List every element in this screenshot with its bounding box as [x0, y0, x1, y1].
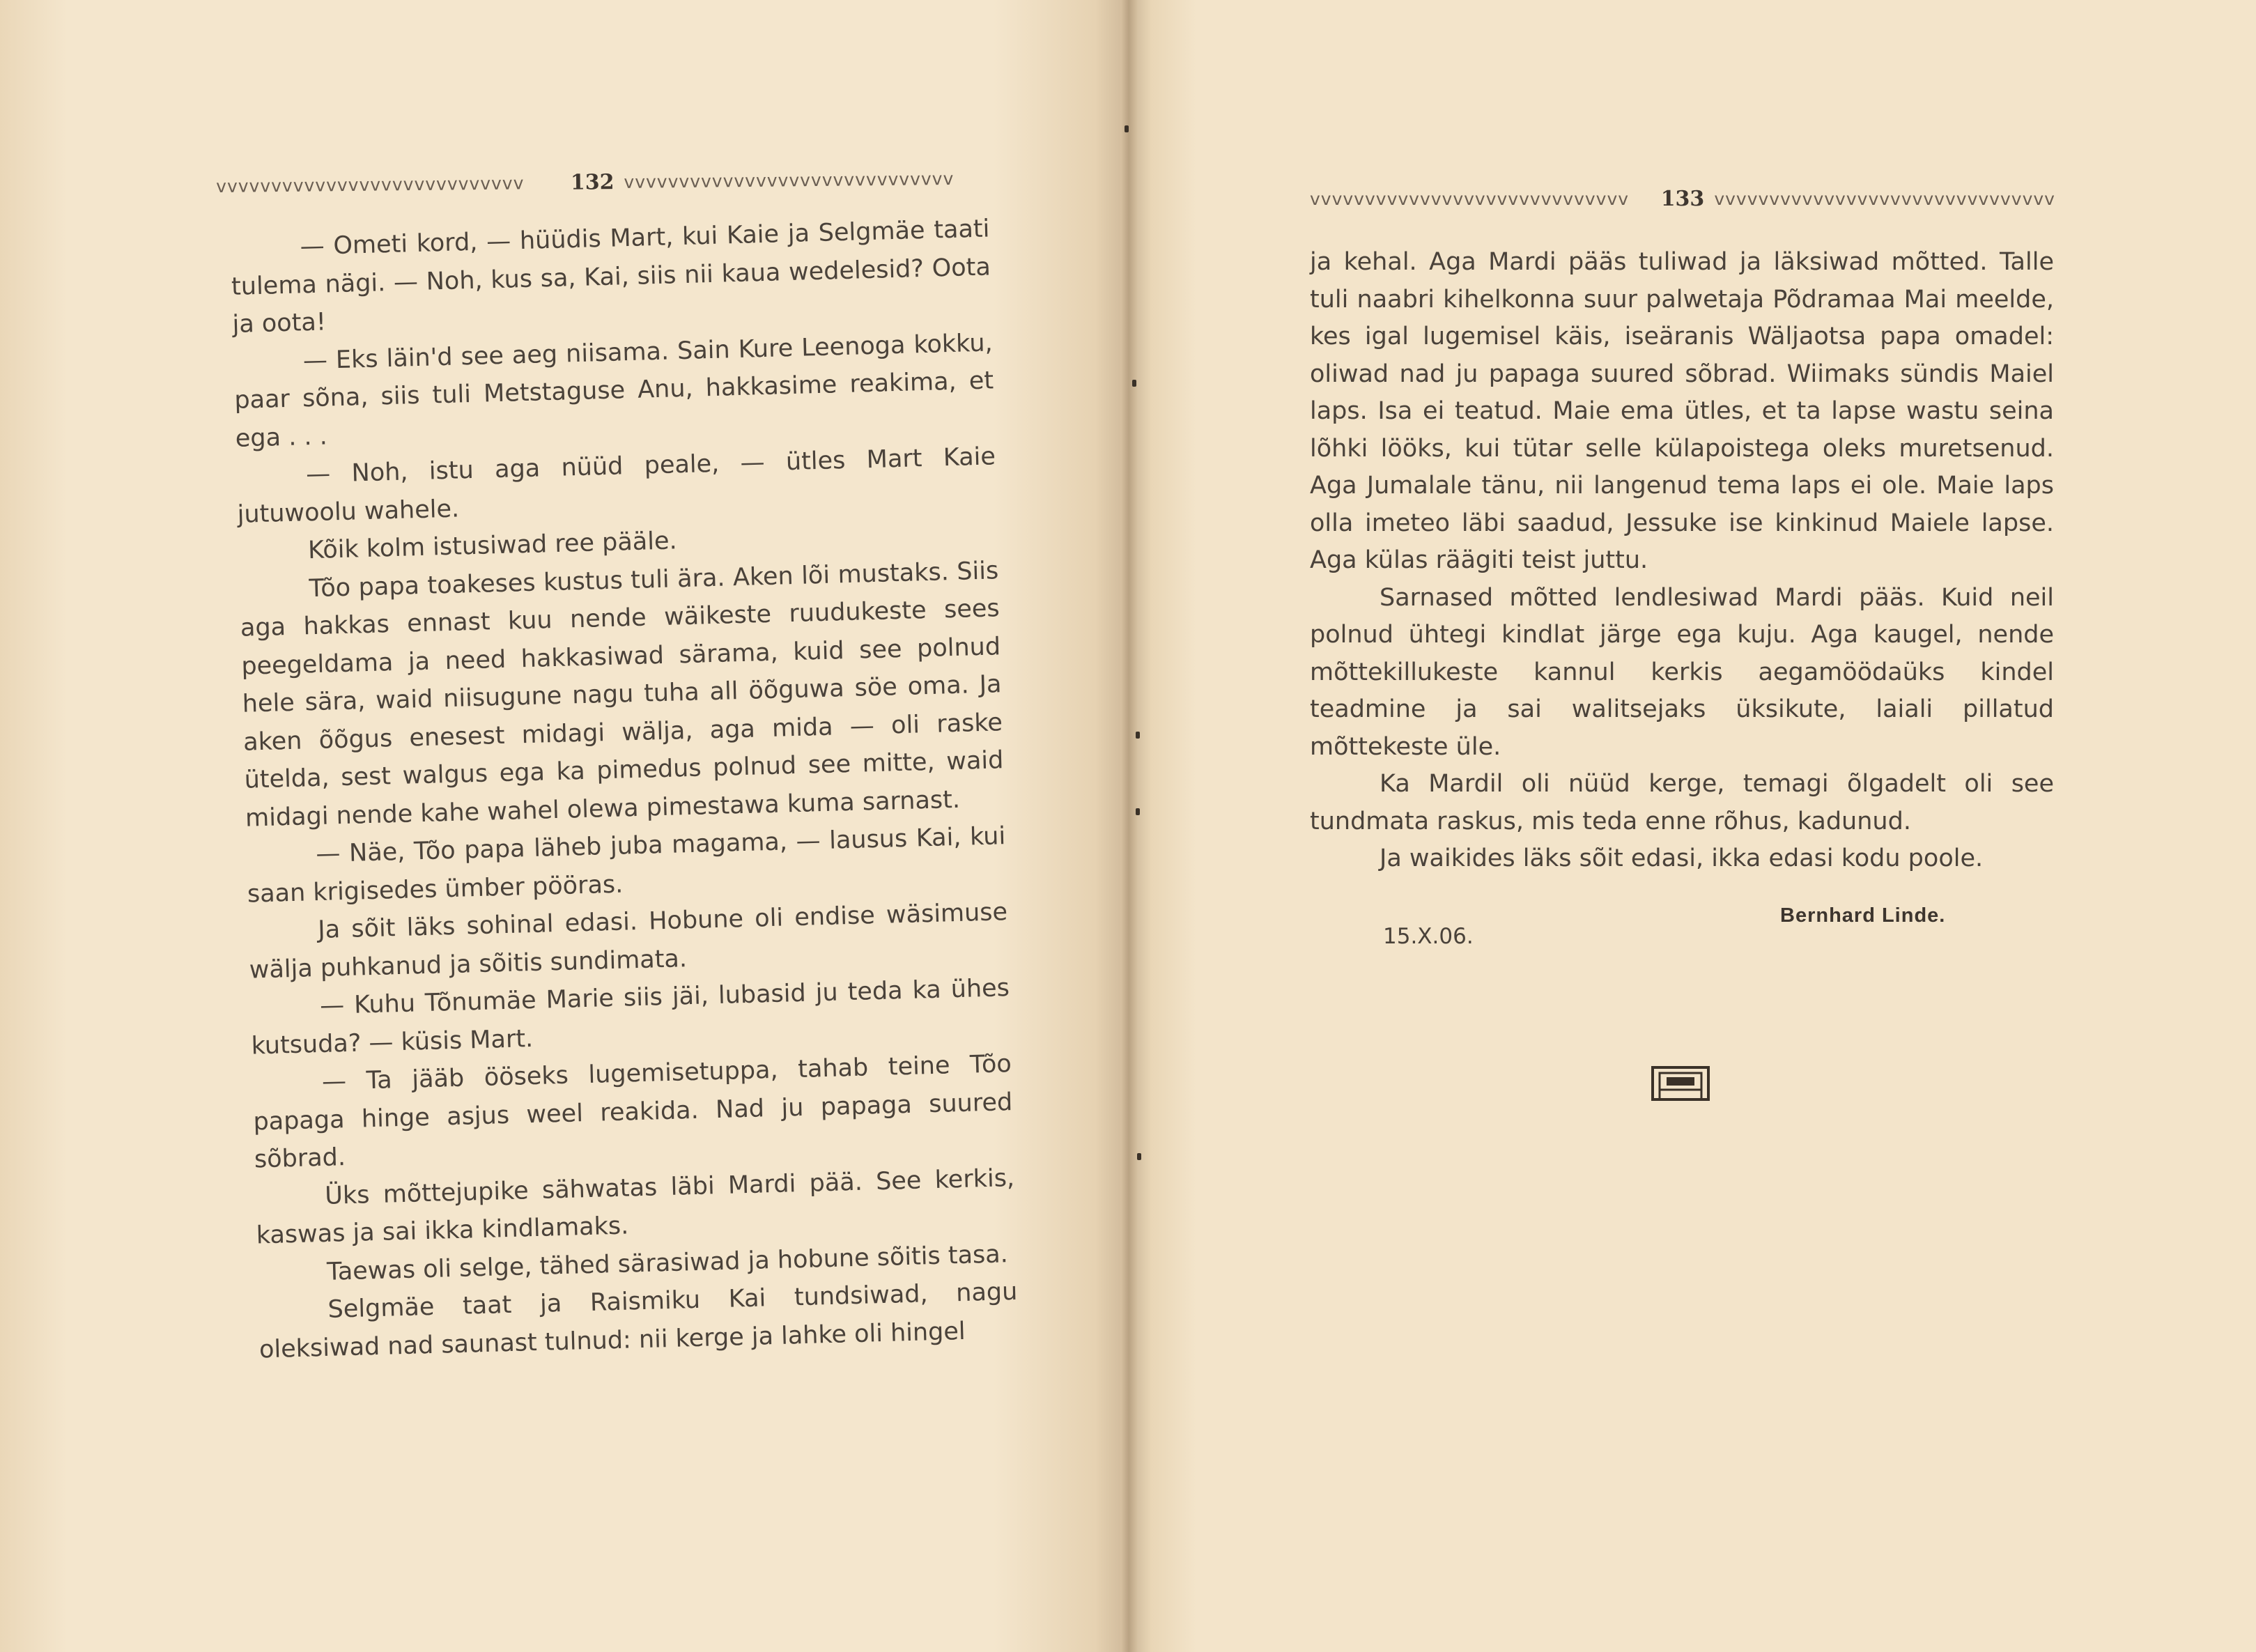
left-page-body — [230, 210, 1019, 1368]
paragraph: Kõik kolm istusiwad ree pääle. — [307, 527, 678, 565]
binding-speck — [1137, 1153, 1141, 1160]
paragraph: Tõo papa toakeses kustus tuli ära. Aken lõi mustaks. Siis aga hakkas ennast kuu nende wäikeste ruudukeste sees peegeldama ja need hakkasiwad särama, kuid see polnud hele sära, waid niisugune nagu tuha all öõguwa söe oma. Ja aken õõgus enesest midagi wälja, aga mida — oli raske ütelda, sest walgus ega ka pimedus polnud see mitte, waid midagi nende kahe wahel olewa pimestawa kuma sarnast. — [240, 556, 1004, 833]
page-number: 133 — [1660, 187, 1705, 211]
paragraph: Ja waikides läks sõit edasi, ikka edasi kodu poole. — [1380, 844, 1984, 872]
page-number: 132 — [570, 170, 615, 195]
paragraph: — Näe, Tõo papa läheb juba magama, — lausus Kai, kui saan krigisedes ümber pööras. — [247, 822, 1006, 909]
binding-speck — [1132, 380, 1136, 387]
header-ornament-left: vvvvvvvvvvvvvvvvvvvvvvvvvvvv — [216, 173, 525, 196]
paragraph: — Eks läin'd see aeg niisama. Sain Kure Leenoga kokku, paar sõna, siis tuli Metstaguse Anu, hakkasime reakima, et ega . . . — [233, 328, 994, 453]
paragraph: Ja sõit läks sohinal edasi. Hobune oli endise wäsimuse wälja puhkanud ja sõitis sundimata. — [249, 898, 1008, 985]
book-gutter — [1120, 0, 1137, 1652]
right-page-body — [1310, 244, 2054, 878]
binding-speck — [1136, 732, 1140, 739]
paragraph: Taewas oli selge, tähed särasiwad ja hobune sõitis tasa. — [326, 1240, 1009, 1286]
header-ornament-left: vvvvvvvvvvvvvvvvvvvvvvvvvvvvv — [1310, 189, 1630, 209]
tailpiece-ornament-icon — [1651, 1066, 1710, 1101]
author-signature: Bernhard Linde. — [1780, 904, 1946, 927]
paragraph: Üks mõttejupike sähwatas läbi Mardi pää. See kerkis, kaswas ja sai ikka kindlamaks. — [256, 1164, 1015, 1250]
paragraph: — Ta jääb ööseks lugemisetuppa, tahab teine Tõo papaga hinge asjus weel reakida. Nad ju papaga suured sõbrad. — [252, 1050, 1013, 1174]
binding-speck — [1125, 125, 1129, 132]
binding-speck — [1136, 808, 1140, 815]
paragraph: — Kuhu Tõnumäe Marie siis jäi, lubasid ju teda ka ühes kutsuda? — küsis Mart. — [251, 974, 1010, 1060]
date-line: 15.X.06. — [1383, 924, 1474, 949]
paragraph: — Ometi kord, — hüüdis Mart, kui Kaie ja Selgmäe taati tulema nägi. — Noh, kus sa, Kai, siis nii kaua wedelesid? Oota ja oota! — [231, 215, 991, 339]
paragraph: — Noh, istu aga nüüd peale, — ütles Mart Kaie jutuwoolu wahele. — [237, 442, 996, 529]
paragraph: Selgmäe taat ja Raismiku Kai tundsiwad, nagu oleksiwad nad saunast tulnud: nii kerge ja lahke oli hingel — [258, 1277, 1018, 1364]
paragraph: Ka Mardil oli nüüd kerge, temagi õlgadelt oli see tundmata raskus, mis teda enne rõhus, kadunud. — [1310, 770, 2054, 835]
paragraph: Sarnased mõtted lendlesiwad Mardi pääs. Kuid neil polnud ühtegi kindlat järge ega kuju. Aga kaugel, nende mõttekillukeste kannul kerkis aegamöödaüks kindel teadmine ja sai walitsejaks üksikute, laiali pillatud mõttekeste üle. — [1310, 583, 2054, 761]
right-running-header — [1310, 187, 2055, 211]
header-ornament-right: vvvvvvvvvvvvvvvvvvvvvvvvvvvvvv — [624, 168, 955, 192]
continuation-paragraph: ja kehal. Aga Mardi pääs tuliwad ja läksiwad mõtted. Talle tuli naabri kihelkonna suur palwetaja Põdramaa Mai meelde, kes igal lugemisel käis, iseäranis Wäljaotsa papa omadel: oliwad nad ju papaga suured sõbrad. Wiimaks sündis Maiel laps. Isa ei teatud. Maie ema ütles, et ta lapse wastu seina lõhki lööks, kui tütar selle külapoistega oleks muretsenud. Aga Jumalale tänu, nii langenud tema laps ei ole. Maie laps olla imeteo läbi saadud, Jessuke ise kinkinud Maiele lapse. Aga külas räägiti teist juttu. — [1310, 248, 2054, 574]
header-ornament-right: vvvvvvvvvvvvvvvvvvvvvvvvvvvvvvv — [1714, 189, 2055, 209]
